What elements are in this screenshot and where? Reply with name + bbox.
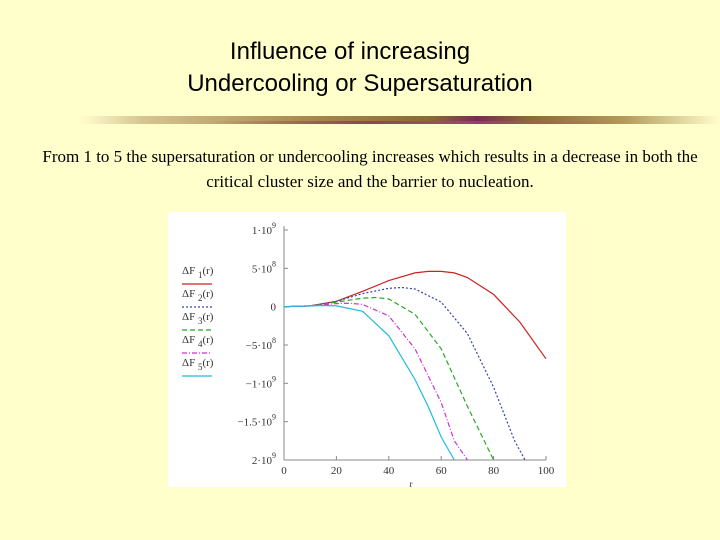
x-tick-label: 80 <box>488 465 500 477</box>
series-line-2 <box>284 288 525 461</box>
y-tick-label: 0 <box>270 301 276 314</box>
slide-title <box>0 36 720 100</box>
title-line-2: Undercooling or Supersaturation <box>187 70 533 97</box>
legend-label-2: ΔF $_2$(r) <box>182 288 214 303</box>
chart-svg <box>168 212 566 487</box>
legend-label-5: ΔF $_5$(r) <box>182 357 214 372</box>
x-tick-label: 40 <box>383 465 395 477</box>
y-tick-label: $-5\cdot 10^8$ <box>245 336 276 352</box>
x-tick-label: 0 <box>281 465 287 477</box>
legend-label-3: ΔF $_3$(r) <box>182 311 214 326</box>
chart-panel <box>168 212 566 487</box>
x-axis-label: r <box>409 479 413 487</box>
legend-label-4: ΔF $_4$(r) <box>182 334 214 349</box>
x-tick-label: 100 <box>537 465 555 477</box>
slide-body-text: From 1 to 5 the supersaturation or undercooling increases which results in a decrease in both the critical cluster size and the barrier to nucleation. <box>42 147 698 191</box>
series-line-4 <box>284 303 467 460</box>
series-line-5 <box>284 306 454 461</box>
y-tick-label: $1\cdot 10^9$ <box>251 221 276 237</box>
y-tick-label: $5\cdot 10^8$ <box>251 259 276 276</box>
legend-label-1: ΔF $_1$(r) <box>182 265 214 280</box>
y-tick-label: $-1\cdot 10^9$ <box>245 374 276 391</box>
y-tick-label: $2\cdot 10^9$ <box>251 451 276 467</box>
series-line-3 <box>284 298 494 461</box>
title-divider-accent <box>80 121 720 124</box>
x-tick-label: 20 <box>330 465 342 477</box>
x-tick-label: 60 <box>435 465 447 477</box>
y-tick-label: $-1.5\cdot 10^9$ <box>237 412 276 429</box>
title-line-1: Influence of increasing <box>229 38 471 65</box>
